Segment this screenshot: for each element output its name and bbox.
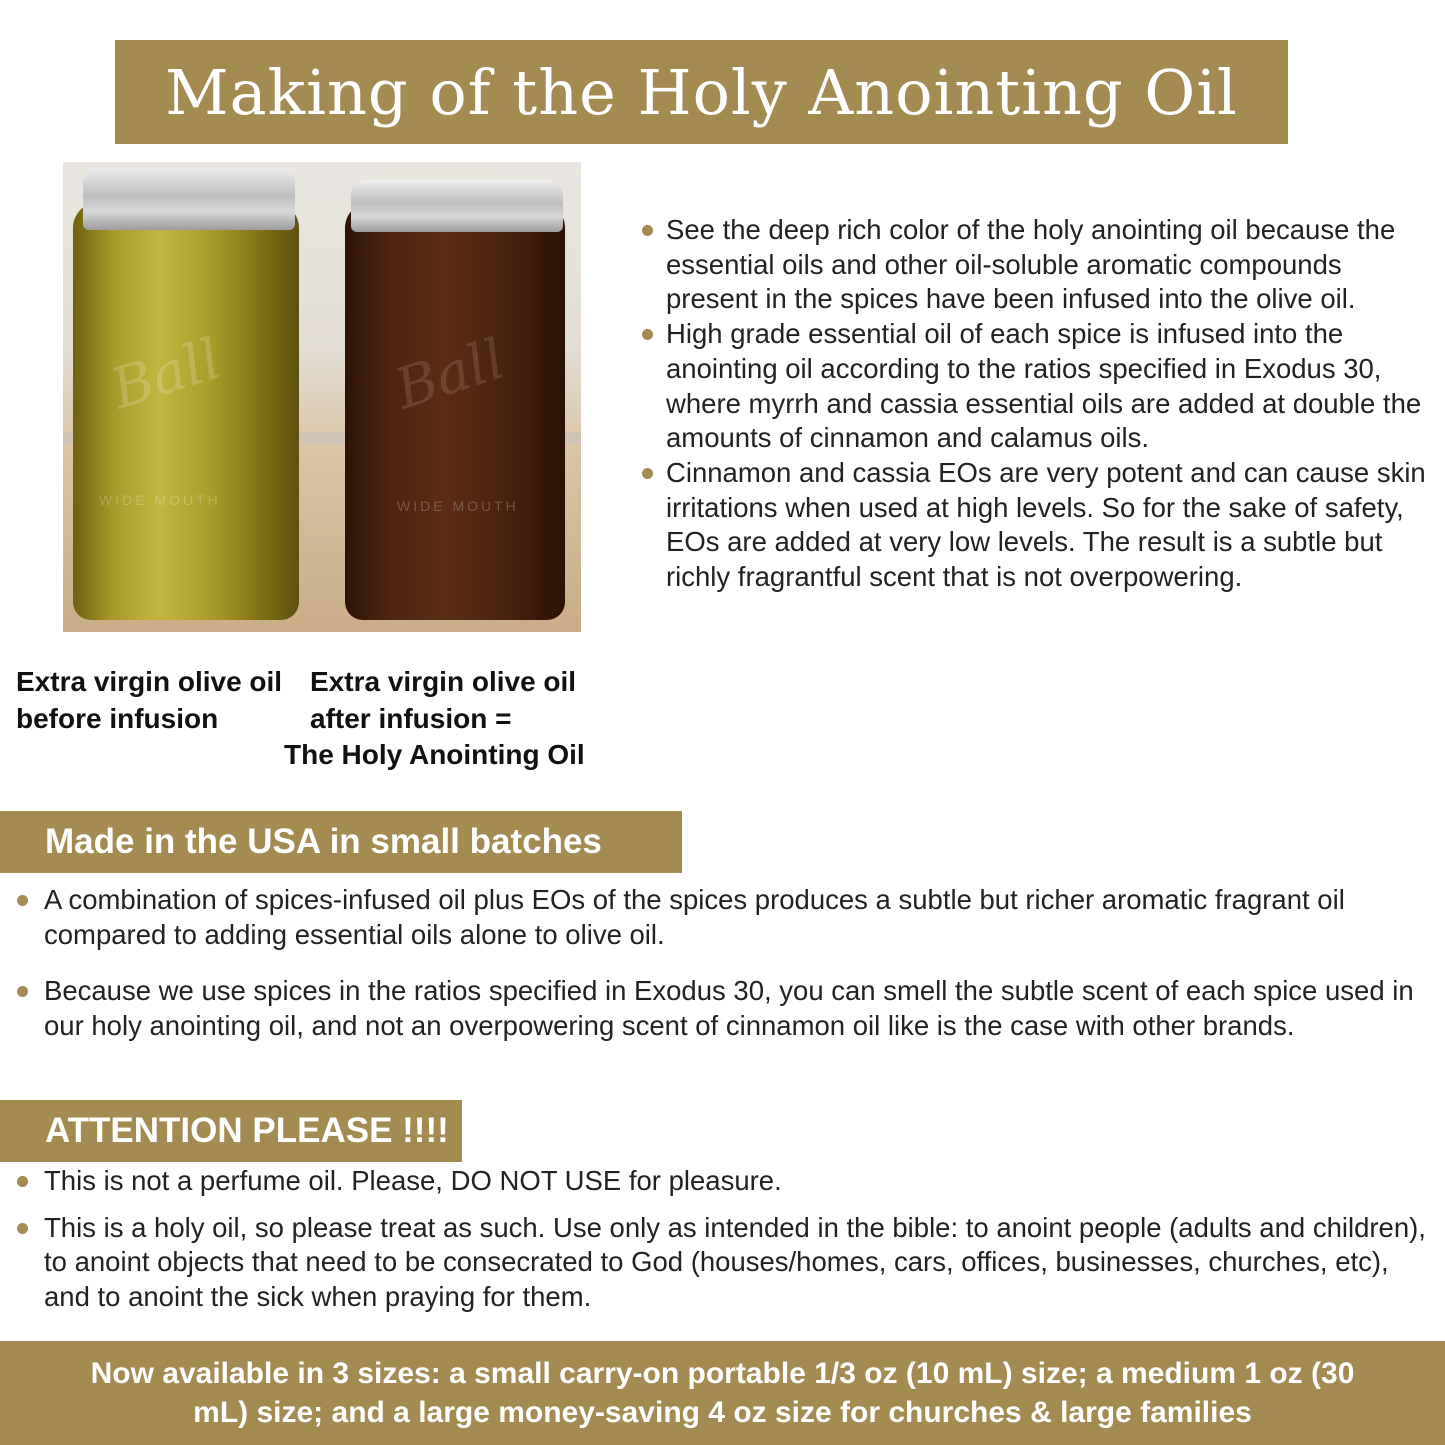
list-item: Because we use spices in the ratios specified in Exodus 30, you can smell the subtle scent of each spice used in our holy anointing oil, and not an overpowering scent of cinnamon oil like is the case with other brands.	[16, 974, 1431, 1043]
jar-embossing-lower-right: WIDE MOUTH	[397, 498, 519, 514]
usa-bullet-list	[16, 883, 1431, 1044]
process-bullet-list	[640, 213, 1430, 595]
jar-embossing-lower-left: WIDE MOUTH	[99, 492, 221, 508]
jar-lid-right	[351, 180, 563, 232]
list-item: High grade essential oil of each spice is infused into the anointing oil according to the ratios specified in Exodus 30, where myrrh and cassia essential oils are added at double the amounts of cinnamon and calamus oils.	[640, 317, 1430, 456]
jar-lid-left	[83, 168, 295, 230]
attention-section-heading: ATTENTION PLEASE !!!!	[0, 1100, 462, 1162]
list-item: A combination of spices-infused oil plus EOs of the spices produces a subtle but richer aromatic fragrant oil compared to adding essential oils alone to olive oil.	[16, 883, 1431, 952]
title-banner	[115, 40, 1288, 144]
sizes-footer-banner	[0, 1341, 1445, 1445]
caption-after-infusion: Extra virgin olive oil after infusion =	[310, 666, 577, 734]
jar-before-infusion	[73, 202, 299, 620]
jars-photo	[63, 162, 581, 632]
list-item: This is not a perfume oil. Please, DO NOT USE for pleasure.	[16, 1164, 1431, 1199]
caption-holy-anointing-oil: The Holy Anointing Oil	[284, 739, 585, 770]
caption-before-infusion: Extra virgin olive oil before infusion	[16, 666, 283, 734]
list-item: Cinnamon and cassia EOs are very potent and can cause skin irritations when used at high levels. So for the sake of safety, EOs are added at very low levels. The result is a subtle but richly fragrantful scent that is not overpowering.	[640, 456, 1430, 595]
list-item: This is a holy oil, so please treat as such. Use only as intended in the bible: to anoint people (adults and children), to anoint objects that need to be consecrated to God (houses/homes, cars, offices, businesses, churches, etc), and to anoint the sick when praying for them.	[16, 1211, 1431, 1315]
sizes-footer-text: Now available in 3 sizes: a small carry-on portable 1/3 oz (10 mL) size; a medium 1 oz (30 mL) size; and a large money-saving 4 oz size for churches & large families	[90, 1357, 1355, 1429]
jar-embossing-left: Ball	[103, 326, 229, 423]
list-item: See the deep rich color of the holy anointing oil because the essential oils and other oil-soluble aromatic compounds present in the spices have been infused into the olive oil.	[640, 213, 1430, 317]
usa-section-heading: Made in the USA in small batches	[0, 811, 682, 873]
jar-embossing-right: Ball	[387, 326, 513, 423]
jar-after-infusion	[345, 202, 565, 620]
page-title: Making of the Holy Anointing Oil	[165, 55, 1238, 129]
attention-bullet-list	[16, 1164, 1431, 1315]
